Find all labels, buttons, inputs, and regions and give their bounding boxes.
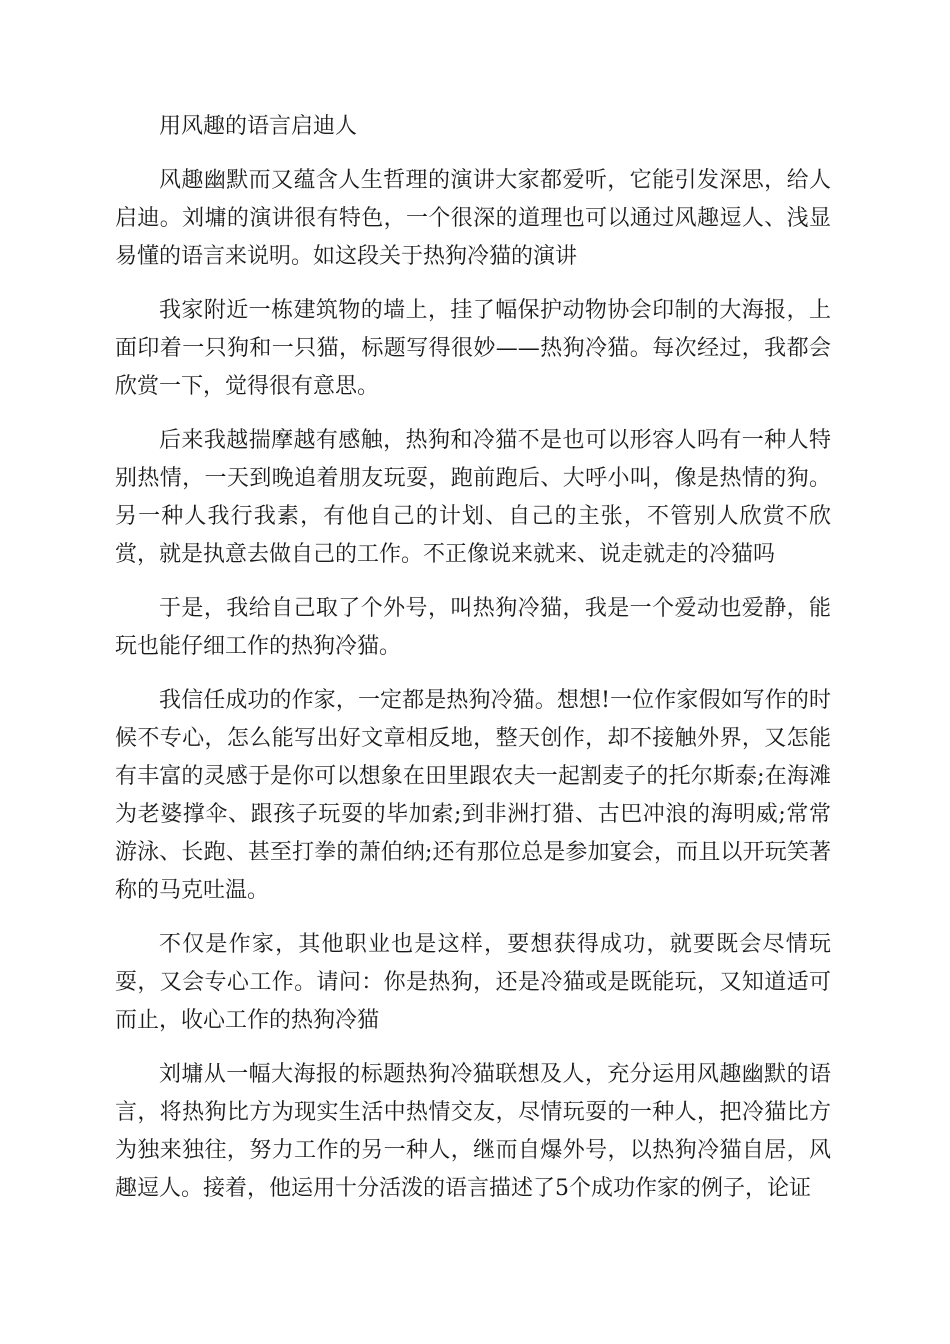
paragraph-3: 后来我越揣摩越有感触，热狗和冷猫不是也可以形容人吗有一种人特别热情，一天到晚追着朋友玩耍，跑前跑后、大呼小叫，像是热情的狗。另一种人我行我素，有他自己的计划、自己的主张，不管别人欣赏不欣赏，就是执意去做自己的工作。不正像说来就来、说走就走的冷猫吗 [115,428,831,567]
document-body [115,108,831,1224]
paragraph-7: 刘墉从一幅大海报的标题热狗冷猫联想及人，充分运用风趣幽默的语言，将热狗比方为现实生活中热情交友，尽情玩耍的一种人，把冷猫比方为独来独往，努力工作的另一种人，继而自爆外号，以热狗冷猫自居，风趣逗人。接着，他运用十分活泼的语言描述了5个成功作家的例子，论证 [115,1062,831,1201]
paragraph-6: 不仅是作家，其他职业也是这样，要想获得成功，就要既会尽情玩耍，又会专心工作。请问：你是热狗，还是冷猫或是既能玩，又知道适可而止，收心工作的热狗冷猫 [115,932,831,1033]
paragraph-2: 我家附近一栋建筑物的墙上，挂了幅保护动物协会印制的大海报，上面印着一只狗和一只猫，标题写得很妙——热狗冷猫。每次经过，我都会欣赏一下，觉得很有意思。 [115,298,831,399]
paragraph-1: 风趣幽默而又蕴含人生哲理的演讲大家都爱听，它能引发深思，给人启迪。刘墉的演讲很有特色，一个很深的道理也可以通过风趣逗人、浅显易懂的语言来说明。如这段关于热狗冷猫的演讲 [115,168,831,269]
document-title: 用风趣的语言启迪人 [159,114,358,139]
paragraph-4: 于是，我给自己取了个外号，叫热狗冷猫，我是一个爱动也爱静，能玩也能仔细工作的热狗冷猫。 [115,596,831,659]
paragraph-5: 我信任成功的作家，一定都是热狗冷猫。想想!一位作家假如写作的时候不专心，怎么能写出好文章相反地，整天创作，却不接触外界，又怎能有丰富的灵感于是你可以想象在田里跟农夫一起割麦子的托尔斯泰;在海滩为老婆撑伞、跟孩子玩耍的毕加索;到非洲打猎、古巴冲浪的海明威;常常游泳、长跑、甚至打拳的萧伯纳;还有那位总是参加宴会，而且以开玩笑著称的马克吐温。 [115,688,831,903]
